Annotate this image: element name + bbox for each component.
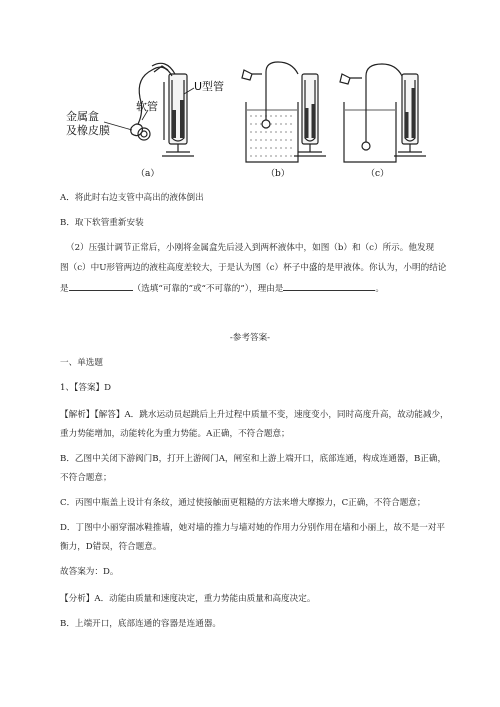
q2-line3 bbox=[60, 281, 384, 296]
label-u-tube: U型管 bbox=[194, 80, 225, 93]
analysis-d-line1: D．丁图中小丽穿溜冰鞋推墙，她对墙的推力与墙对她的作用力分别作用在墙和小丽上，故不是一对平 bbox=[60, 523, 446, 533]
q2-line1: （2）压强计调节正常后，小刚将金属盒先后浸入到两杯液体中，如图（b）和（c）所示。他发现 bbox=[66, 243, 435, 253]
option-a: A．将此时右边支管中高出的液体倒出 bbox=[60, 193, 204, 203]
label-hose: 软管 bbox=[136, 100, 158, 113]
label-membrane: 及橡皮膜 bbox=[66, 124, 110, 137]
q2-line3-b: （选填“可靠的”或“不可靠的”），理由是 bbox=[132, 284, 284, 294]
analysis-a-line1: 【解析】【解答】A．跳水运动员起跳后上升过程中质量不变，速度变小，同时高度升高，故动能减少， bbox=[60, 410, 449, 420]
analysis-b-line1: B．乙图中关闭下游阀门B，打开上游阀门A，闸室和上游上端开口，底部连通，构成连通器，B正确， bbox=[60, 454, 447, 464]
label-a: （a） bbox=[136, 169, 160, 179]
answer-blank-1[interactable] bbox=[69, 281, 133, 291]
label-metal-box: 金属盒 bbox=[66, 110, 99, 123]
q1-answer: 1、【答案】D bbox=[60, 383, 112, 393]
conclusion: 故答案为：D。 bbox=[60, 567, 119, 577]
label-c: （c） bbox=[366, 169, 390, 179]
analysis-d-line2: 衡力，D错误，符合题意。 bbox=[60, 542, 162, 552]
fenxi-a: 【分析】A．动能由质量和速度决定，重力势能由质量和高度决定。 bbox=[60, 594, 316, 604]
q2-line2: 图（c）中U形管两边的液柱高度差较大，于是认为图（c）杯子中盛的是甲液体。你认为，小明的结论 bbox=[60, 263, 447, 273]
answer-title: -参考答案- bbox=[229, 333, 271, 343]
fenxi-b: B．上端开口，底部连通的容器是连通器。 bbox=[60, 619, 222, 629]
option-b: B．取下软管重新安装 bbox=[60, 218, 144, 228]
answer-blank-2[interactable] bbox=[283, 281, 375, 291]
gauge-c bbox=[340, 64, 426, 162]
analysis-a-line2: 重力势能增加，动能转化为重力势能。A正确，不符合题意； bbox=[60, 429, 290, 439]
pressure-gauge-figure bbox=[66, 52, 436, 180]
label-b: （b） bbox=[266, 169, 290, 179]
q2-line3-c: 。 bbox=[375, 284, 384, 294]
section-heading: 一、单选题 bbox=[60, 358, 103, 368]
q2-line3-a: 是 bbox=[60, 284, 69, 294]
gauge-b bbox=[242, 62, 326, 162]
analysis-b-line2: 不符合题意； bbox=[60, 473, 112, 483]
analysis-c-line1: C．丙图中瓶盖上设计有条纹，通过使接触面更粗糙的方法来增大摩擦力，C正确，不符合题意； bbox=[60, 498, 426, 508]
